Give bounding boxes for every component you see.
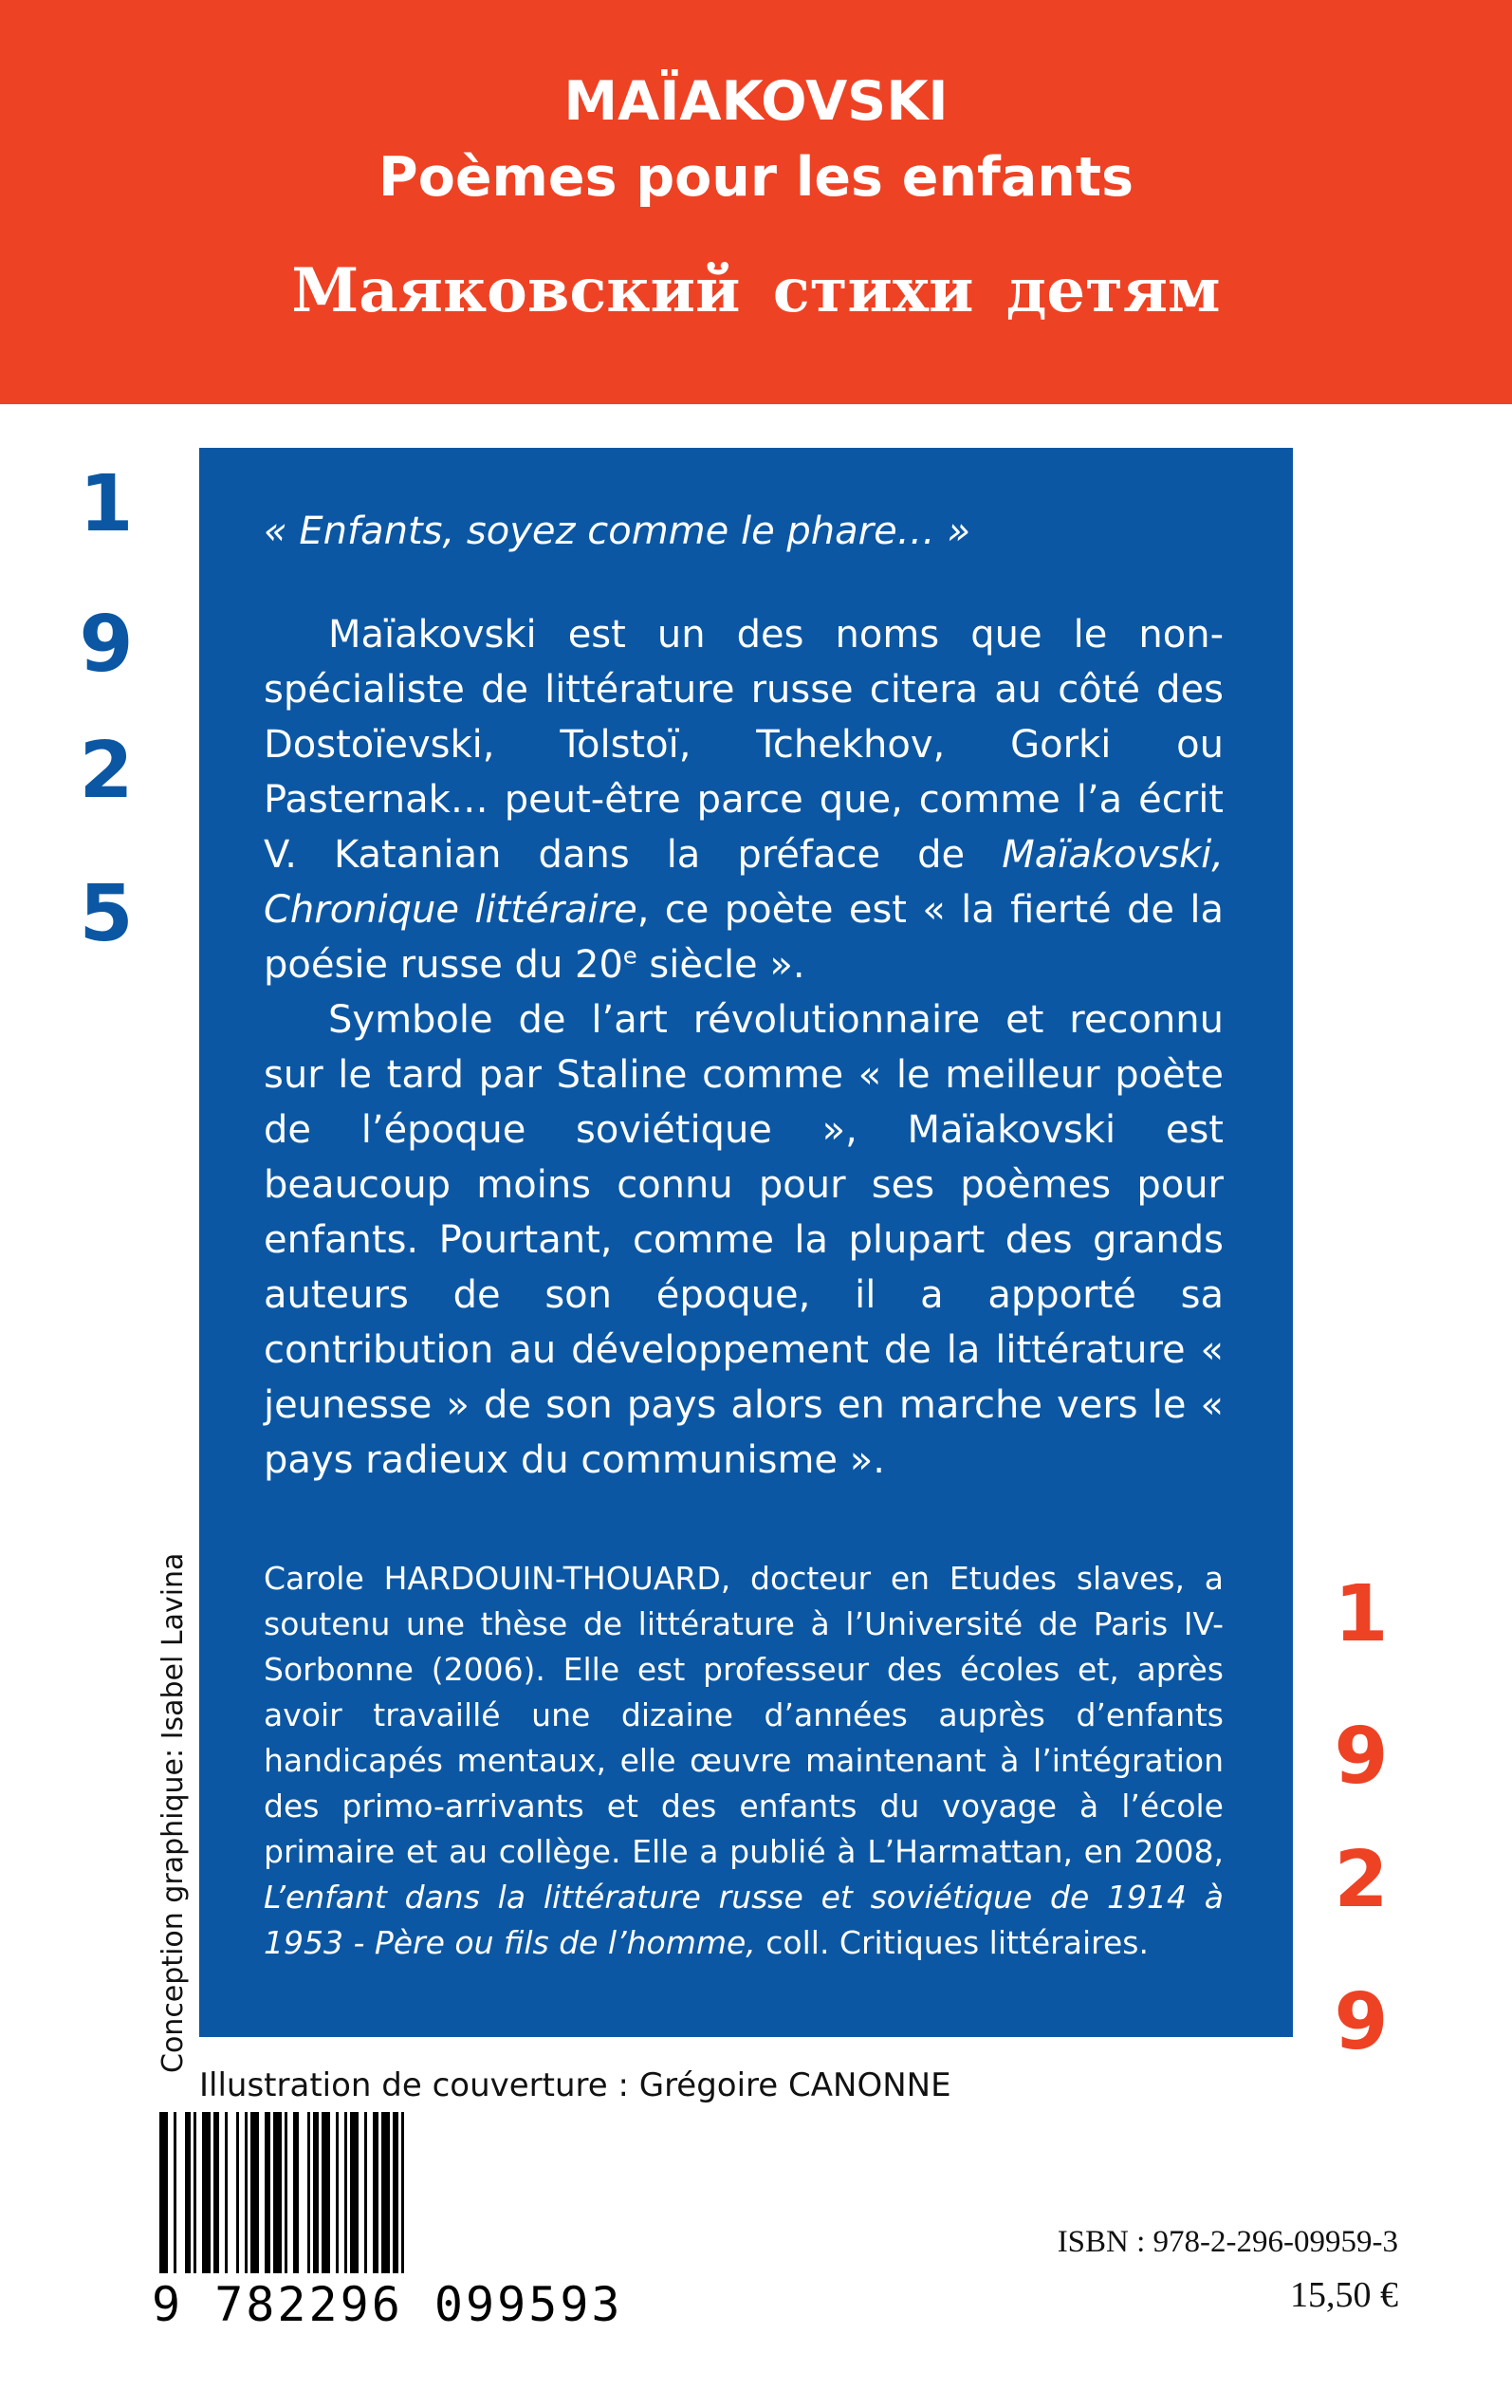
barcode-bar bbox=[336, 2112, 339, 2273]
barcode-bar bbox=[245, 2112, 248, 2273]
barcode-bar bbox=[265, 2112, 270, 2273]
barcode-bars bbox=[159, 2112, 560, 2273]
barcode-bar bbox=[174, 2112, 176, 2273]
barcode-bar bbox=[401, 2112, 404, 2273]
year-start-digit: 9 bbox=[79, 600, 134, 690]
summary-panel bbox=[199, 448, 1293, 2037]
year-start-digit: 1 bbox=[79, 459, 134, 549]
barcode-bar bbox=[393, 2112, 398, 2273]
barcode-bar bbox=[236, 2112, 239, 2273]
barcode-bar bbox=[202, 2112, 211, 2273]
book-title-ru: Маяковский стихи детям bbox=[291, 255, 1221, 326]
barcode-bar bbox=[373, 2112, 378, 2273]
illustration-credit: Illustration de couverture : Grégoire CANONNE bbox=[199, 2066, 951, 2104]
barcode-bar bbox=[350, 2112, 359, 2273]
barcode-bar bbox=[307, 2112, 310, 2273]
author-bio: Carole HARDOUIN-THOUARD, docteur en Etudes slaves, a soutenu une thèse de littérature à l’Université de Paris IV-Sorbonne (2006). Elle est professeur des écoles et, après avoir travaillé une dizaine d’années auprès d’enfants handicapés mentaux, elle œuvre maintenant à l’intégration des primo-arrivants et des enfants du voyage à l’école primaire et au collège. Elle a publié à L’Harmattan, en 2008, L’enfant dans la littérature russe et soviétique de 1914 à 1953 - Père ou fils de l’homme, coll. Critiques littéraires. bbox=[264, 1560, 1224, 1961]
summary-paragraph: Symbole de l’art révolutionnaire et reconnu sur le tard par Staline comme « le meilleur poète de l’époque soviétique », Maïakovski est beaucoup moins connu pour ses poèmes pour enfants. Pourtant, comme la plupart des grands auteurs de son époque, il a apporté sa contribution au développement de la littérature « jeunesse » de son pays alors en marche vers le « pays radieux du communisme ». bbox=[264, 998, 1224, 1482]
barcode-bar bbox=[293, 2112, 299, 2273]
year-start-digit: 2 bbox=[79, 726, 134, 816]
barcode-bar bbox=[344, 2112, 347, 2273]
summary-text bbox=[264, 607, 1224, 1488]
summary-paragraph: Maïakovski est un des noms que le non-spécialiste de littérature russe citera au côté des Dostoïevski, Tolstoï, Tchekhov, Gorki ou Pasternak… peut-être parce que, comme l’a écrit V. Katanian dans la préface de Maïakovski, Chronique littéraire, ce poète est « la fierté de la poésie russe du 20e siècle ». bbox=[264, 613, 1224, 987]
barcode-bar bbox=[213, 2112, 219, 2273]
year-end-digit: 1 bbox=[1334, 1569, 1389, 1659]
year-start-digit: 5 bbox=[79, 869, 134, 959]
barcode-bar bbox=[285, 2112, 287, 2273]
design-credit: Conception graphique: Isabel Lavina bbox=[157, 1552, 190, 2073]
cited-book-title: L’enfant dans la littérature russe et soviétique de 1914 à 1953 - Père ou fils de l’homme, bbox=[264, 1879, 1224, 1961]
barcode-bar bbox=[381, 2112, 390, 2273]
price: 15,50 € bbox=[1290, 2275, 1398, 2315]
barcode-bar bbox=[225, 2112, 228, 2273]
barcode-bar bbox=[159, 2112, 168, 2273]
barcode-bar bbox=[185, 2112, 191, 2273]
barcode-bar bbox=[273, 2112, 282, 2273]
barcode-bar bbox=[250, 2112, 259, 2273]
year-end-digit: 2 bbox=[1334, 1835, 1389, 1925]
barcode-bar bbox=[364, 2112, 367, 2273]
year-end-digit: 9 bbox=[1334, 1712, 1389, 1802]
barcode bbox=[152, 2112, 623, 2336]
barcode-bar bbox=[322, 2112, 330, 2273]
epigraph-quote: « Enfants, soyez comme le phare… » bbox=[264, 509, 971, 553]
header-band bbox=[0, 0, 1512, 404]
barcode-bar bbox=[313, 2112, 319, 2273]
book-title-fr: MAÏAKOVSKI bbox=[563, 70, 949, 133]
cited-title: Maïakovski, Chronique littéraire bbox=[264, 833, 1224, 932]
barcode-bar bbox=[194, 2112, 196, 2273]
book-subtitle-fr: Poèmes pour les enfants bbox=[378, 146, 1134, 209]
isbn: ISBN : 978-2-296-09959-3 bbox=[1057, 2225, 1398, 2259]
barcode-digits: 9 782296 099593 bbox=[152, 2277, 623, 2332]
year-end-digit: 9 bbox=[1334, 1977, 1389, 2067]
